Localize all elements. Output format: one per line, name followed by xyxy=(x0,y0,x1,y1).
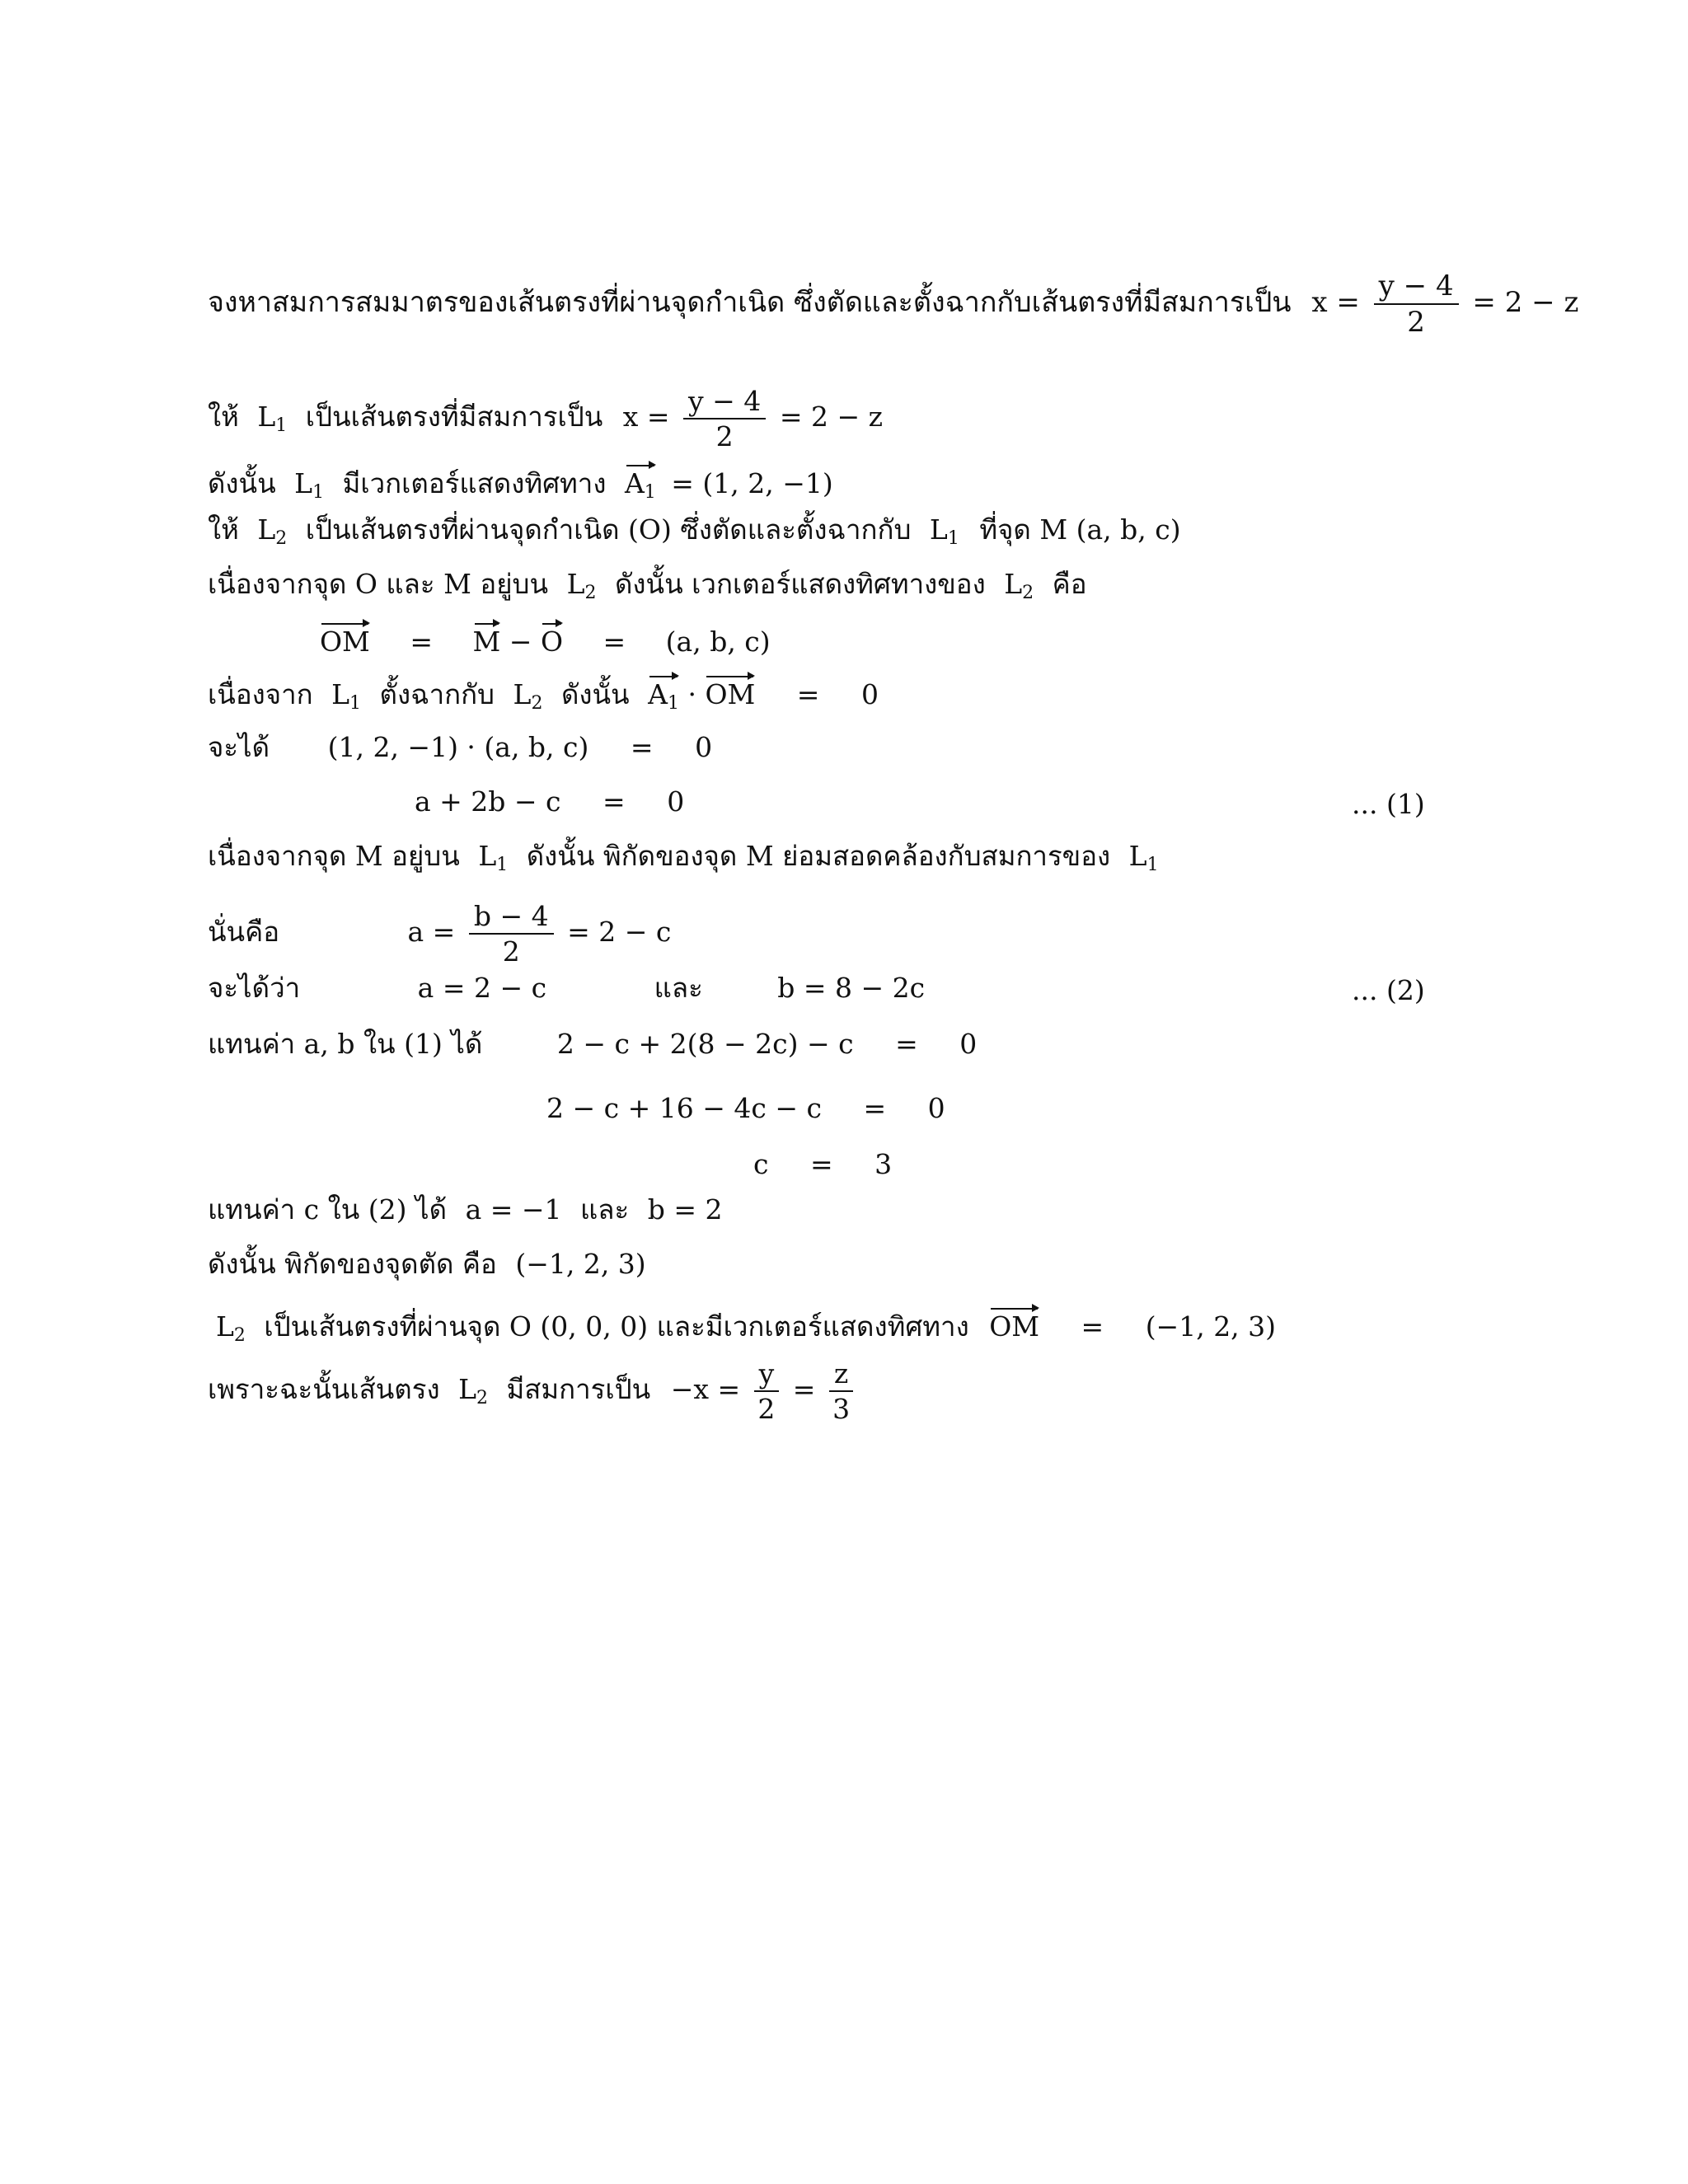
frac-den: 2 xyxy=(757,1393,776,1425)
text: นั่นคือ xyxy=(208,916,280,948)
solution-line-2 xyxy=(208,462,833,502)
vector-om: OM xyxy=(320,620,370,655)
minus: − xyxy=(509,626,532,658)
l18-fraction-y xyxy=(754,1357,780,1425)
text: เนื่องจาก xyxy=(208,678,313,710)
solution-line-12 xyxy=(208,1028,978,1060)
eq-b: b = 2 xyxy=(647,1193,723,1226)
question-line xyxy=(208,269,1579,339)
eq-right: = 2 − c xyxy=(567,916,672,948)
equals: = xyxy=(630,731,654,763)
question-eq-left: x = xyxy=(1311,286,1360,319)
solution-line-6 xyxy=(208,673,879,713)
solution-line-18 xyxy=(208,1357,858,1425)
text: ให้ xyxy=(208,513,239,546)
symbol-l1: $L_1$ xyxy=(331,678,362,714)
expression: 2 − c + 16 − 4c − c xyxy=(546,1092,822,1124)
intersection-point: (−1, 2, 3) xyxy=(515,1248,646,1280)
l10-fraction xyxy=(469,900,554,968)
question-text: จงหาสมการสมมาตรของเส้นตรงที่ผ่านจุดกำเนิด ซึ่งตัดและตั้งฉากกับเส้นตรงที่มีสมการเป็น xyxy=(208,286,1292,319)
question-eq-right: = 2 − z xyxy=(1472,286,1579,319)
frac-den: 2 xyxy=(502,935,520,968)
value: (a, b, c) xyxy=(665,626,771,658)
equals: = xyxy=(863,1092,887,1124)
solution-line-11 xyxy=(208,972,926,1004)
text: ดังนั้น xyxy=(560,678,630,710)
solution-line-17 xyxy=(216,1305,1276,1345)
text: เป็นเส้นตรงที่ผ่านจุดกำเนิด (O) ซึ่งตัดและตั้งฉากกับ xyxy=(305,513,912,546)
text: มีเวกเตอร์แสดงทิศทาง xyxy=(342,467,607,499)
text: เนื่องจากจุด M อยู่บน xyxy=(208,840,460,872)
text-and: และ xyxy=(580,1193,630,1226)
text: ดังนั้น xyxy=(208,467,276,499)
frac-den: 2 xyxy=(715,420,734,452)
eq-left: −x = xyxy=(670,1373,741,1405)
expression: a + 2b − c xyxy=(415,785,561,818)
symbol-l2: $L_2$ xyxy=(513,678,543,714)
text: จะได้ xyxy=(208,731,270,763)
vector-a1: $A_1$ xyxy=(625,462,656,502)
eq-b: b = 8 − 2c xyxy=(777,972,926,1004)
symbol-l1: $L_1$ xyxy=(294,467,325,503)
frac-num: y − 4 xyxy=(683,387,766,419)
value: 0 xyxy=(959,1028,978,1060)
solution-line-3 xyxy=(208,513,1181,549)
solution-line-10 xyxy=(208,900,672,968)
frac-num: y xyxy=(754,1360,780,1392)
equals: = xyxy=(792,1373,816,1405)
symbol-l1: $L_1$ xyxy=(478,840,509,875)
symbol-l2: $L_2$ xyxy=(1004,568,1034,603)
symbol-l1: $L_1$ xyxy=(1128,840,1159,875)
symbol-l2: $L_2$ xyxy=(257,513,288,549)
eq-value: = (1, 2, −1) xyxy=(671,467,833,499)
eq-right: = 2 − z xyxy=(779,401,883,433)
value: 3 xyxy=(874,1148,893,1180)
value: 0 xyxy=(667,785,685,818)
solution-line-1 xyxy=(208,387,883,450)
l1-equation xyxy=(623,387,883,450)
solution-line-8 xyxy=(415,785,685,818)
text: ให้ xyxy=(208,401,239,433)
direction-vector-value: (−1, 2, 3) xyxy=(1145,1310,1277,1343)
solution-line-14 xyxy=(753,1148,893,1180)
question-frac-num: y − 4 xyxy=(1374,272,1459,305)
symbol-l2: $L_2$ xyxy=(216,1310,246,1346)
text: ดังนั้น พิกัดของจุดตัด คือ xyxy=(208,1248,497,1280)
equation-tag-2: ... (2) xyxy=(1352,974,1425,1006)
question-frac-den: 2 xyxy=(1407,306,1425,339)
frac-num: b − 4 xyxy=(469,902,554,935)
text: จะได้ว่า xyxy=(208,972,301,1004)
text: เนื่องจากจุด O และ M อยู่บน xyxy=(208,568,549,600)
value: 0 xyxy=(927,1092,945,1124)
text: เพราะฉะนั้นเส้นตรง xyxy=(208,1373,440,1405)
text: ดังนั้น เวกเตอร์แสดงทิศทางของ xyxy=(615,568,986,600)
text: เป็นเส้นตรงที่มีสมการเป็น xyxy=(305,401,603,433)
dot: · xyxy=(687,678,696,710)
question-equation xyxy=(1311,269,1579,339)
text: ดังนั้น พิกัดของจุด M ย่อมสอดคล้องกับสมการของ xyxy=(526,840,1111,872)
frac-den: 3 xyxy=(832,1393,851,1425)
vector-o: O xyxy=(541,620,563,655)
question-fraction xyxy=(1374,269,1459,339)
solution-line-15 xyxy=(208,1193,723,1226)
expression: 2 − c + 2(8 − 2c) − c xyxy=(556,1028,854,1060)
vector-om: OM xyxy=(705,673,755,708)
eq-left: x = xyxy=(622,401,670,433)
value: 0 xyxy=(860,678,879,710)
eq-left: a = xyxy=(407,916,456,948)
text-and: และ xyxy=(654,972,703,1004)
l18-equation xyxy=(670,1357,859,1425)
equals: = xyxy=(796,678,820,710)
equals: = xyxy=(603,626,626,658)
solution-line-9 xyxy=(208,842,1159,874)
solution-line-4 xyxy=(208,570,1087,602)
eq-a: a = 2 − c xyxy=(417,972,547,1004)
symbol-l1: $L_1$ xyxy=(257,401,288,436)
text: เป็นเส้นตรงที่ผ่านจุด O (0, 0, 0) และมีเวกเตอร์แสดงทิศทาง xyxy=(264,1310,969,1343)
solution-line-5 xyxy=(320,620,771,658)
expression: (1, 2, −1) · (a, b, c) xyxy=(327,731,589,763)
solution-line-7 xyxy=(208,733,712,761)
vector-m: M xyxy=(473,620,501,655)
solution-line-16 xyxy=(208,1248,646,1280)
text: ที่จุด M (a, b, c) xyxy=(979,513,1181,546)
symbol-l2: $L_2$ xyxy=(566,568,597,603)
text: แทนค่า c ใน (2) ได้ xyxy=(208,1193,448,1226)
symbol-l2: $L_2$ xyxy=(458,1373,489,1408)
equals: = xyxy=(603,785,626,818)
equation-tag-1: ... (1) xyxy=(1352,788,1425,820)
text: คือ xyxy=(1052,568,1087,600)
vector-om: OM xyxy=(989,1305,1039,1340)
equals: = xyxy=(410,626,433,658)
vector-a1: $A_1$ xyxy=(648,673,679,713)
text: มีสมการเป็น xyxy=(506,1373,651,1405)
solution-line-13 xyxy=(546,1094,945,1122)
equals: = xyxy=(895,1028,918,1060)
l1-fraction xyxy=(683,387,766,450)
eq-a: a = −1 xyxy=(465,1193,562,1226)
frac-num: z xyxy=(829,1360,853,1392)
equals: = xyxy=(809,1148,833,1180)
equals: = xyxy=(1081,1310,1104,1343)
expression: c xyxy=(753,1148,769,1180)
l18-fraction-z xyxy=(829,1357,853,1425)
value: 0 xyxy=(695,731,713,763)
symbol-l1: $L_1$ xyxy=(929,513,959,549)
text: ตั้งฉากกับ xyxy=(379,678,495,710)
l10-equation xyxy=(407,900,672,968)
text: แทนค่า a, b ใน (1) ได้ xyxy=(208,1028,483,1060)
